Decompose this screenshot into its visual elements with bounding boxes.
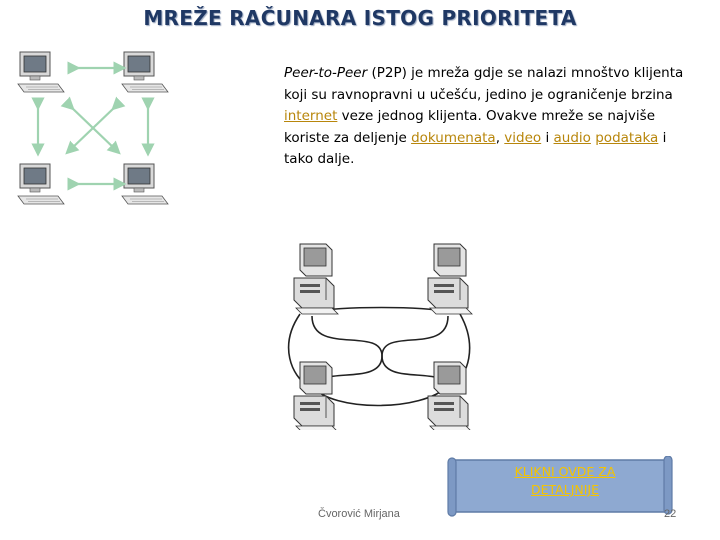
text-segment: (P2P) je mreža gdje se nalazi mnoštvo klijenta koji su ravnopravni u učešću, jedino je ograničenje brzina	[284, 65, 684, 103]
text-segment: ,	[495, 129, 505, 146]
computer-icon	[294, 244, 338, 314]
computer-icon	[18, 52, 64, 92]
link-audio[interactable]: audio	[553, 129, 591, 146]
link-internet[interactable]: internet	[284, 108, 338, 124]
details-button-label[interactable]	[470, 463, 660, 499]
computer-icon	[122, 164, 168, 204]
peer-to-peer-term: Peer-to-Peer	[284, 65, 368, 81]
computer-icon	[428, 244, 472, 314]
page-number: 22	[664, 508, 677, 520]
link-video[interactable]: video	[504, 129, 542, 146]
text-segment: i tako dalje.	[284, 129, 667, 167]
computer-icon	[428, 362, 472, 430]
computer-icon	[122, 52, 168, 92]
computer-icon	[18, 164, 64, 204]
details-button-line1[interactable]: KLIKNI OVDE ZA	[514, 464, 616, 479]
p2p-diagram-top	[10, 46, 180, 216]
footer-author: Čvorović Mirjana	[318, 508, 400, 520]
p2p-description	[284, 63, 684, 171]
link-podataka[interactable]: podataka	[595, 129, 659, 146]
text-segment: veze jednog klijenta. Ovakve mreže se najviše koriste za deljenje	[284, 108, 656, 146]
slide-title: MREŽE RAČUNARA ISTOG PRIORITETA	[143, 6, 577, 30]
computer-icon	[294, 362, 338, 430]
link-dokumenata[interactable]: dokumenata	[411, 129, 496, 146]
details-button-line2[interactable]: DETALJNIJE	[530, 482, 599, 497]
text-segment: i	[541, 129, 554, 146]
p2p-diagram-bottom	[282, 236, 482, 430]
